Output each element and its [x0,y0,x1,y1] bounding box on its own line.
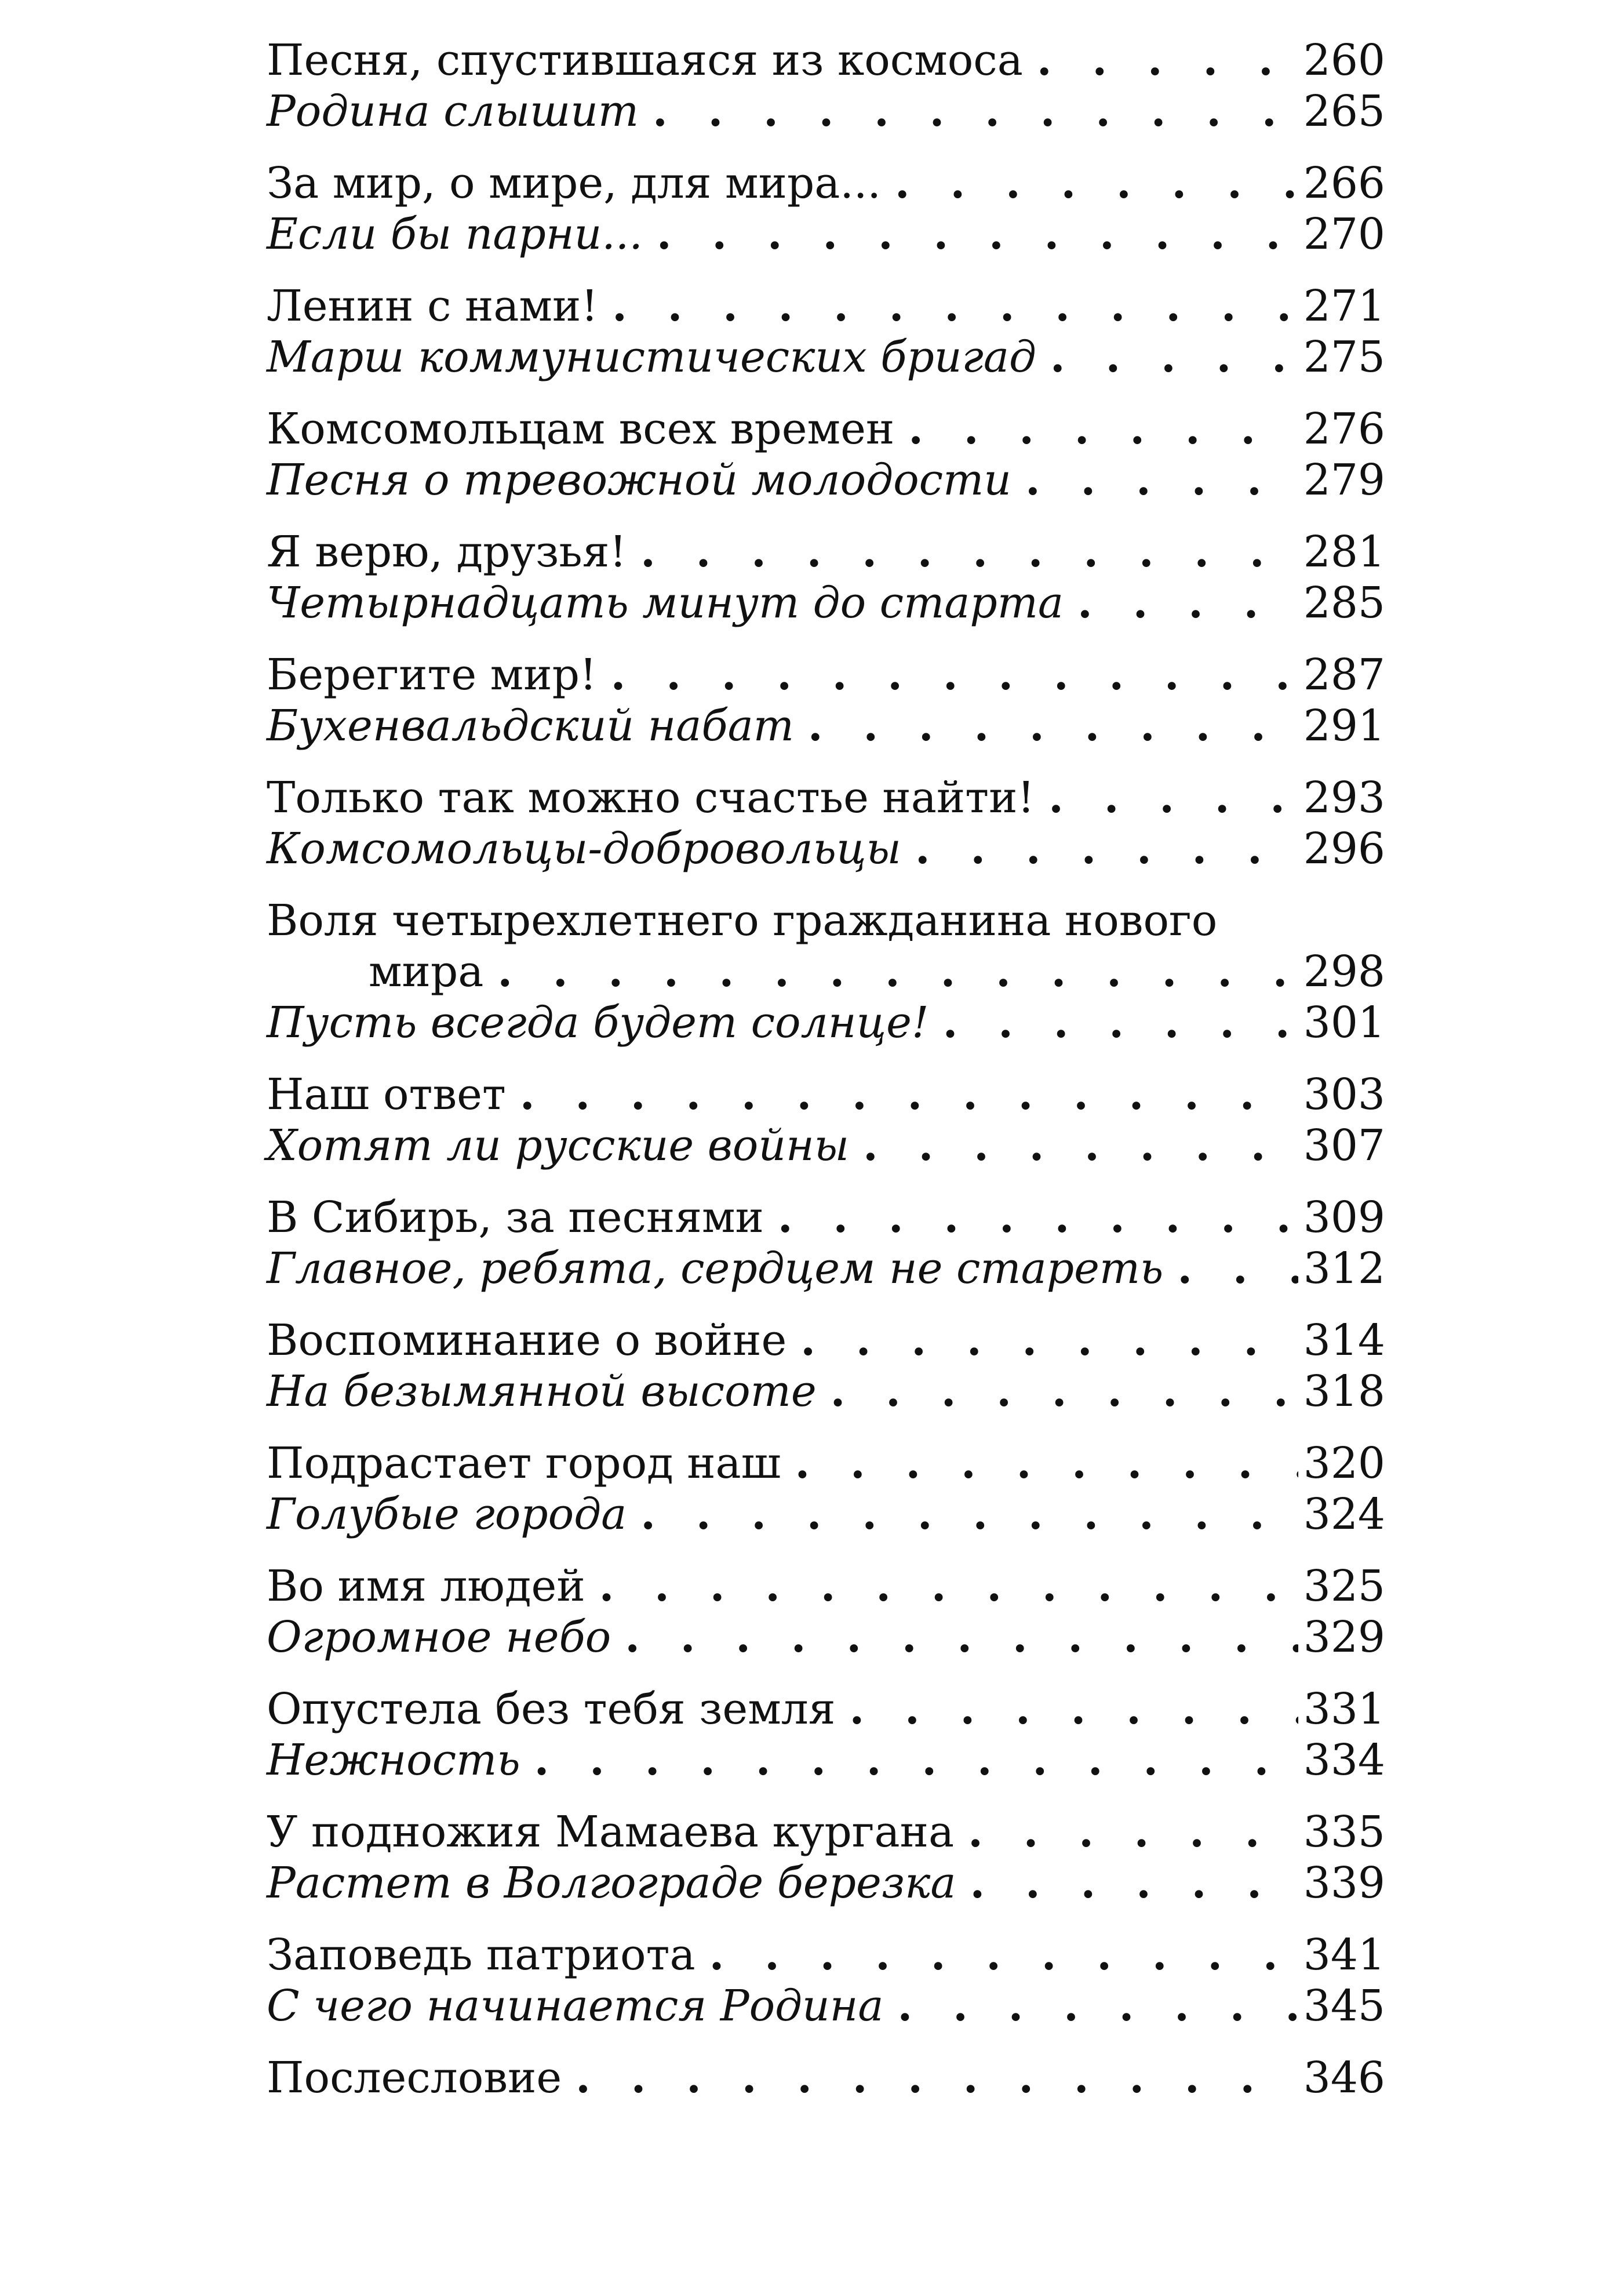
page-number: 346 [1303,2053,1385,2103]
toc-entry-song[interactable] [267,700,1385,751]
toc-entry[interactable] [267,35,1385,86]
dot-leader [781,1438,1298,1489]
page-number: 296 [1303,824,1385,874]
dot-leader [929,997,1298,1048]
dot-leader [901,823,1298,874]
toc-entry[interactable] [267,1438,1385,1489]
toc-entry[interactable] [267,1069,1385,1120]
page-number: 325 [1303,1561,1385,1611]
toc-group [267,1438,1385,1540]
dot-leader [817,1366,1298,1417]
toc-entry-song[interactable] [267,1243,1385,1294]
page-number: 339 [1303,1858,1385,1908]
page-number: 335 [1303,1807,1385,1857]
page-number: 334 [1303,1735,1385,1785]
dot-leader [849,1120,1298,1171]
page-number: 271 [1303,281,1385,331]
toc-group [267,895,1385,1048]
entry-title-continued: мира [369,947,484,997]
page-number: 298 [1303,947,1385,997]
entry-title: В Сибирь, за песнями [267,1193,764,1242]
entry-title: Песня, спустившаяся из космоса [267,35,1023,85]
page-number: 309 [1303,1193,1385,1242]
entry-title: Воля четырехлетнего гражданина нового [267,896,1218,946]
toc-group [267,1069,1385,1171]
dot-leader [562,2052,1298,2103]
dot-leader [835,1684,1298,1735]
page-number: 285 [1303,578,1385,628]
page-number: 275 [1303,332,1385,382]
toc-entry[interactable] [267,1192,1385,1243]
toc-entry[interactable] [267,772,1385,823]
toc-entry[interactable] [267,281,1385,332]
entry-title: Песня о тревожной молодости [267,455,1011,505]
dot-leader [506,1069,1298,1120]
toc-group [267,772,1385,874]
entry-title: Ленин с нами! [267,281,599,331]
dot-leader [954,1806,1298,1858]
dot-leader [696,1929,1298,1980]
dot-leader [483,946,1298,997]
page-number: 266 [1303,158,1385,208]
toc-entry[interactable] [267,404,1385,455]
page-number: 265 [1303,86,1385,136]
toc-group [267,404,1385,506]
page-number: 329 [1303,1612,1385,1662]
toc-entry-song[interactable] [267,823,1385,874]
entry-title: Комсомольцы-добровольцы [267,824,901,874]
dot-leader [639,86,1298,137]
toc-group [267,281,1385,383]
entry-title: Четырнадцать минут до старта [267,578,1064,628]
toc-entry[interactable] [267,1684,1385,1735]
toc-entry[interactable] [267,526,1385,577]
entry-title: Я верю, друзья! [267,527,627,577]
toc-entry-song[interactable] [267,1858,1385,1909]
dot-leader [884,1980,1298,2031]
dot-leader [956,1858,1299,1909]
toc-group [267,1561,1385,1663]
page-number: 270 [1303,209,1385,259]
dot-leader [786,1315,1298,1366]
page-number: 324 [1303,1489,1385,1539]
dot-leader [1064,577,1298,628]
entry-title: Наш ответ [267,1070,506,1119]
toc-entry-song[interactable] [267,1366,1385,1417]
dot-leader [794,700,1298,751]
toc-entry-song[interactable] [267,577,1385,628]
entry-title: Марш коммунистических бригад [267,332,1036,382]
entry-title: С чего начинается Родина [267,1981,884,2031]
dot-leader [598,281,1298,332]
page-number: 303 [1303,1070,1385,1119]
toc-entry[interactable] [267,1315,1385,1366]
dot-leader [881,158,1298,209]
entry-title: Послесловие [267,2053,562,2103]
dot-leader [597,649,1298,700]
dot-leader [764,1192,1298,1243]
toc-entry-song[interactable] [267,209,1385,260]
page-number: 312 [1303,1244,1385,1293]
toc-entry-song[interactable] [267,1980,1385,2031]
toc-group [267,526,1385,628]
toc-group [267,2052,1385,2103]
toc-entry-song[interactable] [267,455,1385,506]
page-number: 281 [1303,527,1385,577]
entry-title: Родина слышит [267,86,639,136]
toc-entry-song[interactable] [267,1735,1385,1786]
page-number: 341 [1303,1930,1385,1980]
dot-leader [1035,772,1298,823]
toc-entry-line2[interactable] [267,946,1385,997]
toc-entry-song[interactable] [267,997,1385,1048]
toc-group [267,1192,1385,1294]
dot-leader [627,526,1298,577]
dot-leader [1023,35,1298,86]
toc-group [267,35,1385,137]
dot-leader [1036,332,1298,383]
page-number: 279 [1303,455,1385,505]
page-number: 276 [1303,404,1385,454]
entry-title: Опустела без тебя земля [267,1684,836,1734]
entry-title: Берегите мир! [267,650,597,700]
page-number: 301 [1303,998,1385,1048]
page-number: 318 [1303,1366,1385,1416]
entry-title: Растет в Волгограде березка [267,1858,956,1908]
toc-entry-afterword[interactable] [267,2052,1385,2103]
entry-title: У подножия Мамаева кургана [267,1807,955,1857]
entry-title: Главное, ребята, сердцем не стареть [267,1244,1164,1293]
toc-entry-song[interactable] [267,1612,1385,1663]
toc-group [267,158,1385,260]
toc-entry[interactable] [267,649,1385,700]
toc-group [267,1684,1385,1786]
dot-leader [585,1561,1298,1612]
entry-title: Огромное небо [267,1612,611,1662]
toc-entry[interactable] [267,1929,1385,1980]
entry-title: Подрастает город наш [267,1438,781,1488]
page-number: 331 [1303,1684,1385,1734]
toc-entry-song[interactable] [267,332,1385,383]
dot-leader [611,1612,1298,1663]
table-of-contents [267,35,1385,2124]
entry-title: Голубые города [267,1489,627,1539]
dot-leader [894,404,1298,455]
entry-title: Воспоминание о войне [267,1315,787,1365]
entry-title: Нежность [267,1735,520,1785]
entry-title: Хотят ли русские войны [267,1121,850,1171]
toc-group [267,1806,1385,1909]
toc-entry-line1[interactable] [267,895,1385,946]
toc-entry-song[interactable] [267,1120,1385,1171]
page-number: 345 [1303,1981,1385,2031]
page-number: 320 [1303,1438,1385,1488]
toc-entry-song[interactable] [267,86,1385,137]
dot-leader [1163,1243,1298,1294]
dot-leader [1011,455,1298,506]
toc-group [267,1315,1385,1417]
page-number: 314 [1303,1315,1385,1365]
dot-leader [643,209,1298,260]
entry-title: На безымянной высоте [267,1366,817,1416]
toc-entry[interactable] [267,1561,1385,1612]
page-number: 307 [1303,1121,1385,1171]
toc-group [267,1929,1385,2031]
toc-entry-song[interactable] [267,1489,1385,1540]
entry-title: Во имя людей [267,1561,585,1611]
toc-entry[interactable] [267,158,1385,209]
entry-title: Заповедь патриота [267,1930,696,1980]
entry-title: Комсомольцам всех времен [267,404,895,454]
entry-title: Если бы парни... [267,209,643,259]
toc-entry[interactable] [267,1806,1385,1858]
entry-title: Бухенвальдский набат [267,701,794,751]
page-number: 260 [1303,35,1385,85]
page-number: 287 [1303,650,1385,700]
entry-title: За мир, о мире, для мира... [267,158,881,208]
toc-group [267,649,1385,751]
page-number: 291 [1303,701,1385,751]
dot-leader [520,1735,1298,1786]
page-number: 293 [1303,773,1385,823]
dot-leader [627,1489,1298,1540]
entry-title: Пусть всегда будет солнце! [267,998,929,1048]
entry-title: Только так можно счастье найти! [267,773,1035,823]
